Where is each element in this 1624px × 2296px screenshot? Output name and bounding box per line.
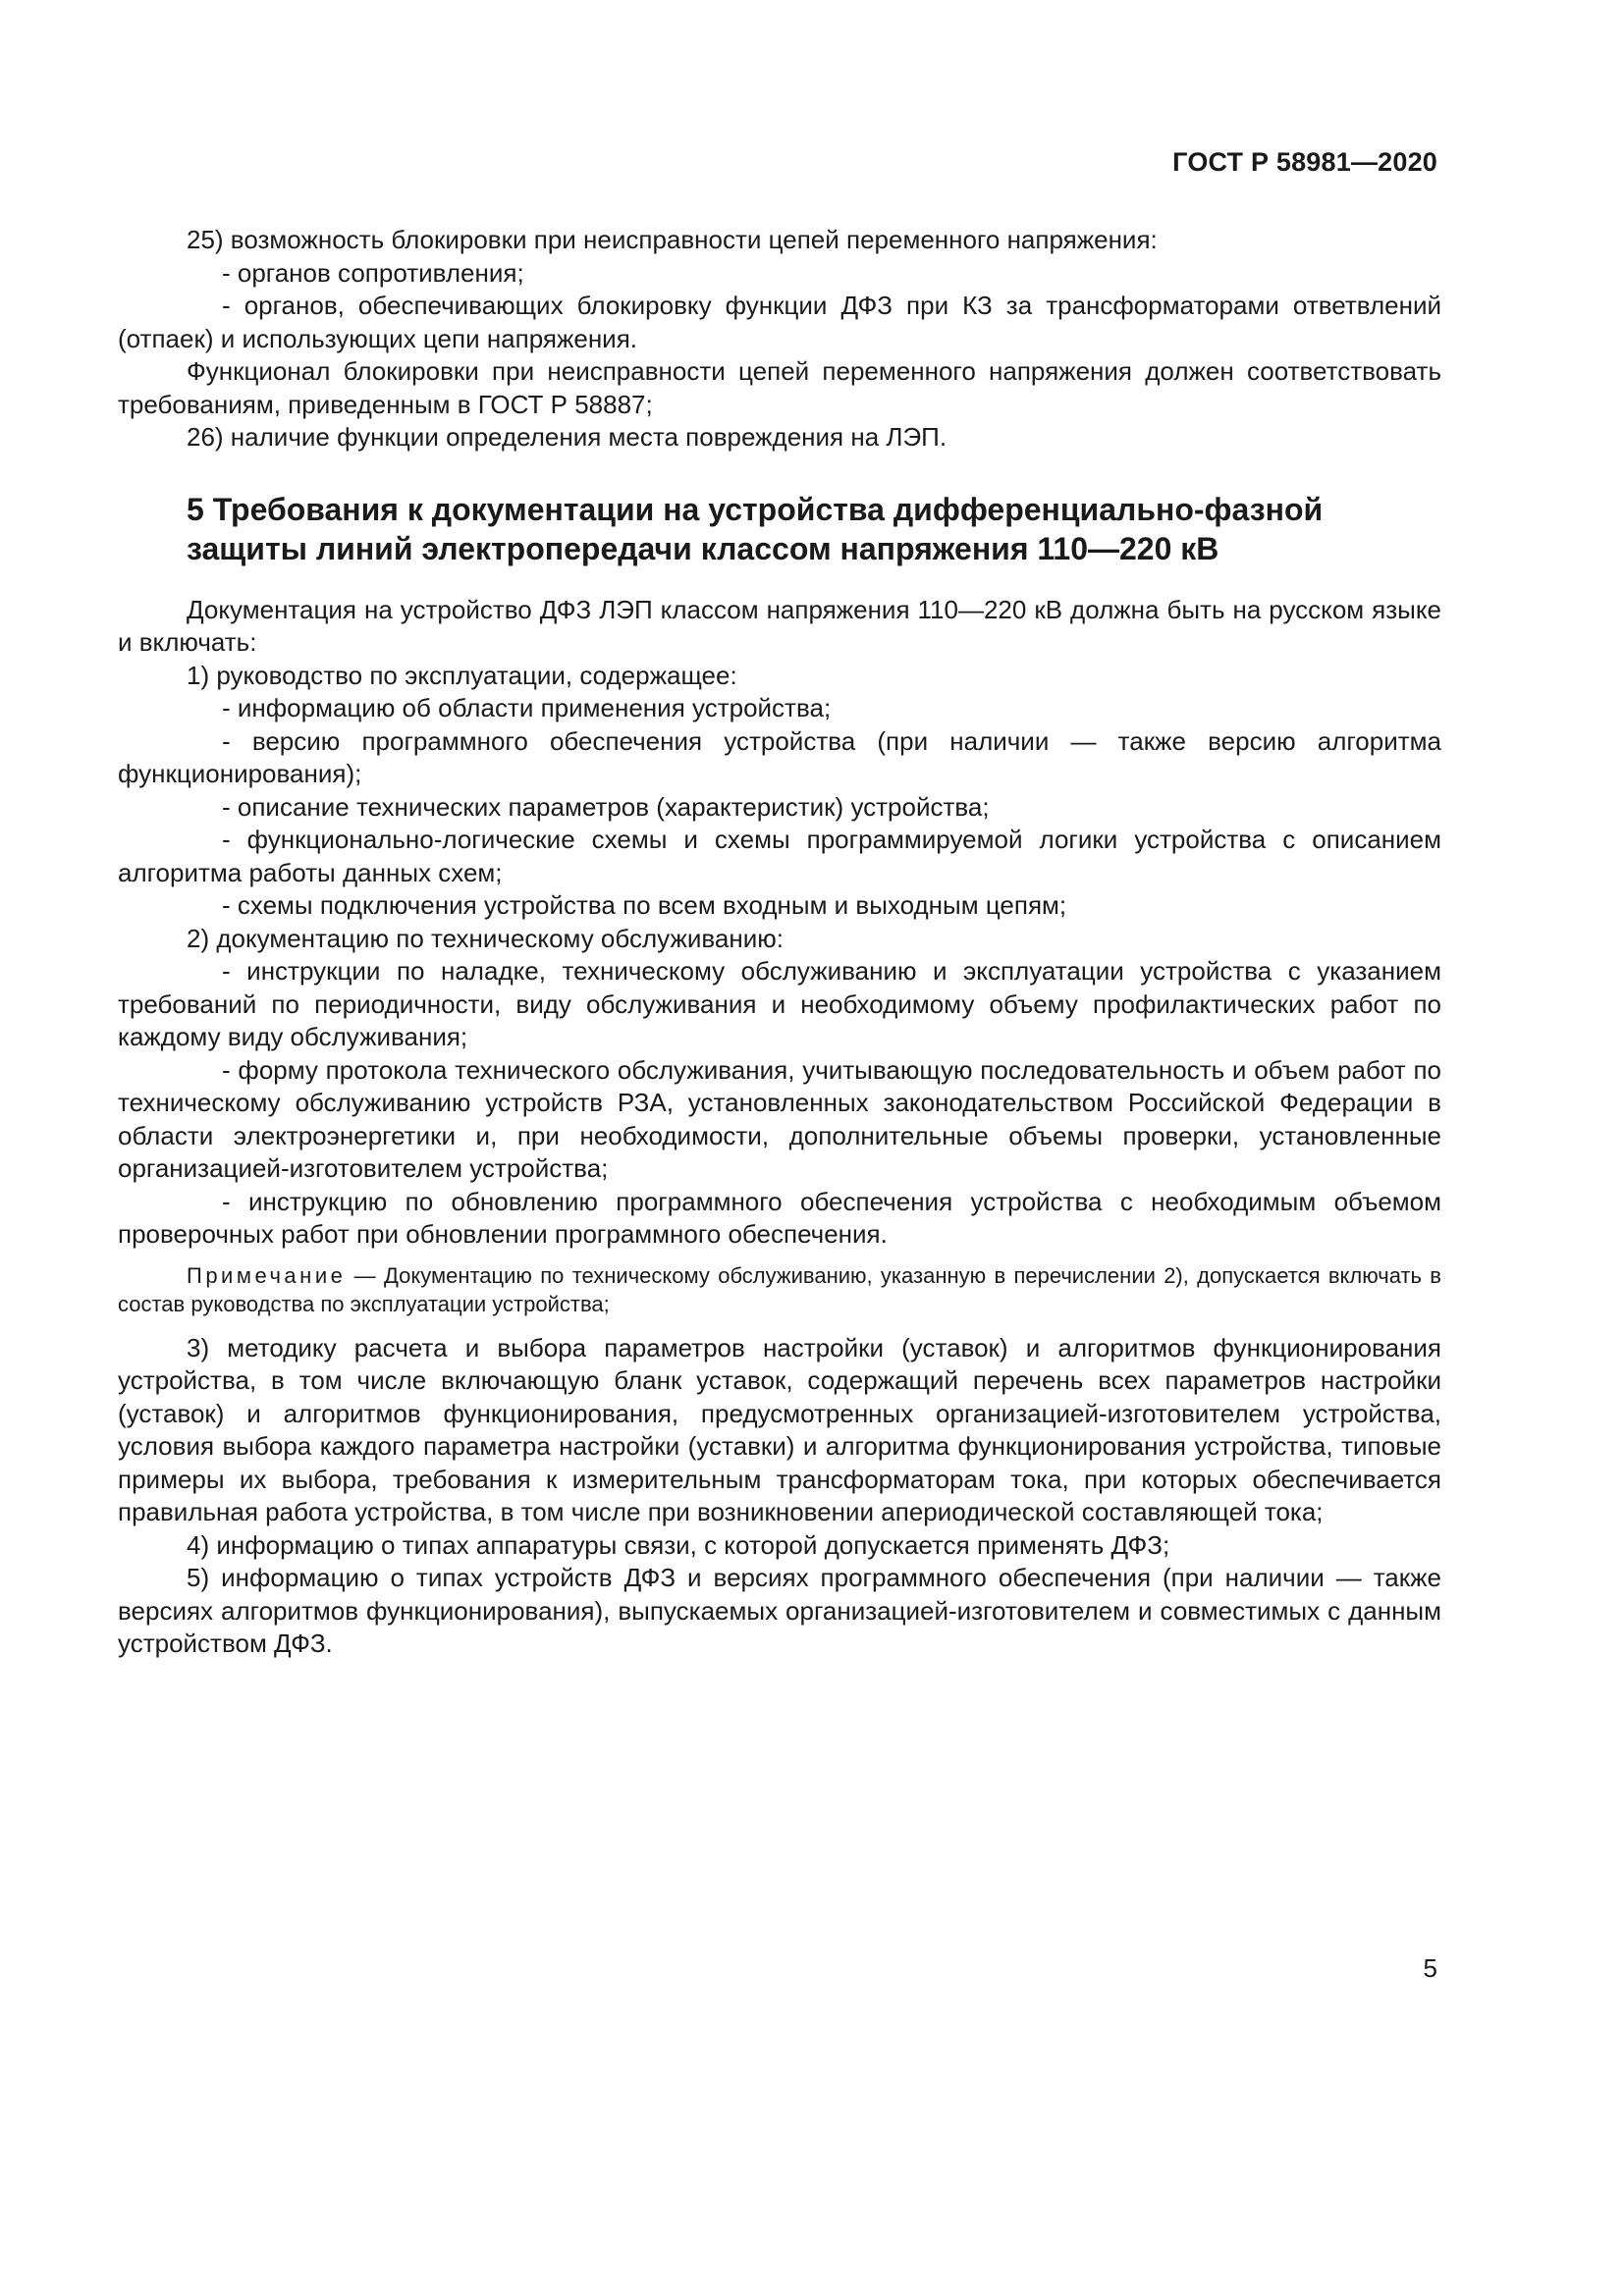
list-item: - информацию об области применения устройства; — [222, 693, 832, 722]
list-item: - схемы подключения устройства по всем входным и выходным цепям; — [222, 890, 1067, 920]
section-heading: 5 Требования к документации на устройства дифференциально-фазной защиты линий электропередачи классом напряжения 110—220 кВ — [187, 491, 1324, 566]
note — [118, 1261, 1441, 1318]
list-item-2: 2) документацию по техническому обслуживанию: — [187, 923, 784, 953]
list-item: - инструкции по наладке, техническому обслуживанию и эксплуатации устройства с указанием требований по периодичности, виду обслуживания и необходимому объему профилактических работ по каждому виду обслуживания; — [118, 956, 1441, 1051]
paragraph-item-25: 25) возможность блокировки при неисправности цепей переменного напряжения: — [187, 225, 1158, 254]
note-text: — Документацию по техническому обслуживанию, указанную в перечислении 2), допускается включать в состав руководства по эксплуатации устройства; — [118, 1262, 1441, 1316]
list-item: - органов сопротивления; — [222, 257, 524, 288]
list-item-5: 5) информацию о типах устройств ДФЗ и версиях программного обеспечения (при наличии — также версиях алгоритмов функционирования), выпускаемых организацией-изготовителем и совместимых с данным устройством ДФЗ. — [118, 1563, 1441, 1658]
list-item: - форму протокола технического обслуживания, учитывающую последовательность и объем работ по техническому обслуживанию устройств РЗА, установленных законодательством Российской Федерации в области электроэнергетики и, при необходимости, дополнительные объемы проверки, установленные организацией-изготовителем устройства; — [118, 1054, 1441, 1183]
document-body — [118, 224, 1441, 1661]
paragraph-item-26: 26) наличие функции определения места повреждения на ЛЭП. — [187, 422, 947, 452]
page-number: 5 — [1423, 1953, 1437, 1983]
list-item: - функционально-логические схемы и схемы программируемой логики устройства с описанием алгоритма работы данных схем; — [118, 825, 1441, 887]
list-item-3: 3) методику расчета и выбора параметров настройки (уставок) и алгоритмов функционирования устройства, в том числе включающую бланк уставок, содержащий перечень всех параметров настройки (уставок) и алгоритмов функционирования, предусмотренных организацией-изготовителем устройства, условия выбора каждого параметра настройки (уставки) и алгоритма функционирования устройства, типовые примеры их выбора, требования к измерительным трансформаторам тока, при которых обеспечивается правильная работа устройства, в том числе при возникновении апериодической составляющей тока; — [118, 1332, 1441, 1526]
paragraph: Функционал блокировки при неисправности цепей переменного напряжения должен соответствовать требованиям, приведенным в ГОСТ Р 58887; — [118, 356, 1441, 419]
list-item: - органов, обеспечивающих блокировку функции ДФЗ при КЗ за трансформаторами ответвлений (отпаек) и использующих цепи напряжения. — [118, 291, 1441, 353]
list-item: - версию программного обеспечения устройства (при наличии — также версию алгоритма функционирования); — [118, 725, 1441, 788]
document-code: ГОСТ Р 58981—2020 — [1172, 147, 1437, 177]
list-item: - инструкцию по обновлению программного обеспечения устройства с необходимым объемом проверочных работ при обновлении программного обеспечения. — [118, 1186, 1441, 1249]
paragraph-intro: Документация на устройство ДФЗ ЛЭП классом напряжения 110—220 кВ должна быть на русском языке и включать: — [118, 594, 1441, 657]
note-label: Примечание — [187, 1262, 347, 1288]
list-item: - описание технических параметров (характеристик) устройства; — [222, 791, 990, 822]
list-item-1: 1) руководство по эксплуатации, содержащее: — [187, 660, 737, 690]
list-item-4: 4) информацию о типах аппаратуры связи, с которой допускается применять ДФЗ; — [187, 1529, 1170, 1560]
